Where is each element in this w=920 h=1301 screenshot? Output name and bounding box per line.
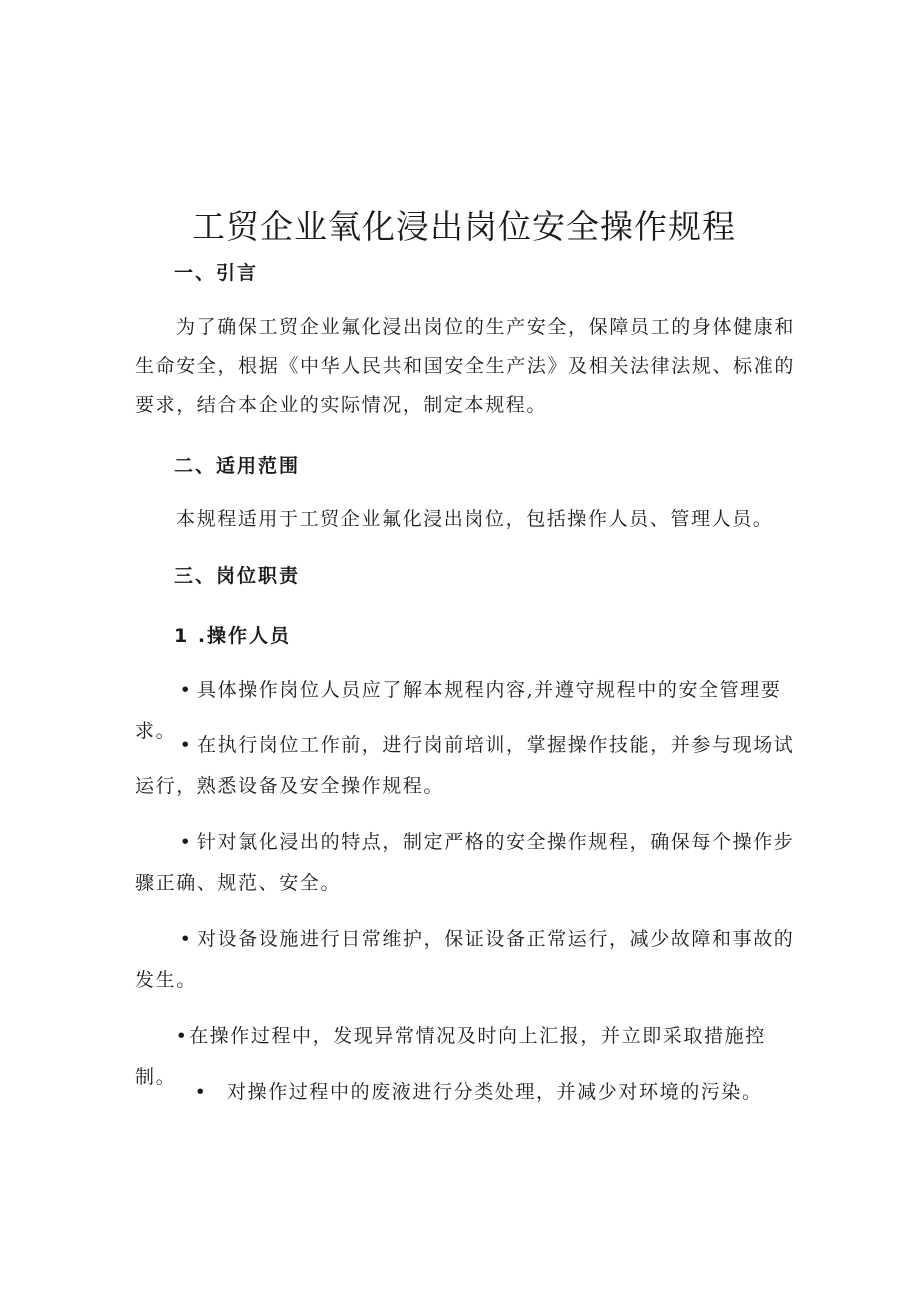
section-heading-scope: 二、适用范围 [174, 455, 301, 477]
section-heading-introduction: 一、引言 [174, 262, 259, 284]
list-item-text: 对设备设施进行日常维护，保证设备正常运行，减少故障和事故的发生。 [135, 928, 795, 991]
subheading-operators: 1 .操作人员 [174, 625, 292, 647]
document-title: 工贸企业氧化浸出岗位安全操作规程 [192, 207, 736, 246]
section-heading-responsibilities: 三、岗位职责 [174, 565, 301, 587]
scope-paragraph: 本规程适用于工贸企业氟化浸出岗位，包括操作人员、管理人员。 [176, 508, 774, 530]
list-item [135, 725, 795, 807]
list-item-text: 在操作过程中，发现异常情况及时向上汇报，并立即采取措施控制。 [135, 1025, 766, 1088]
bullet-icon: • [194, 1081, 208, 1103]
list-item-text: 具体操作岗位人员应了解本规程内容,并遵守规程中的安全管理要求。 [135, 679, 782, 742]
list-item-text: 在执行岗位工作前，进行岗前培训，掌握操作技能，并参与现场试运行，熟悉设备及安全操作规程。 [135, 734, 795, 797]
bullet-icon: • [175, 1025, 189, 1047]
bullet-icon: • [179, 831, 193, 853]
list-item-text: 对操作过程中的废液进行分类处理，并减少对环境的污染。 [227, 1081, 763, 1103]
bullet-icon: • [179, 679, 193, 701]
list-item [135, 919, 795, 1001]
list-item [135, 1072, 795, 1113]
bullet-icon: • [179, 734, 193, 756]
introduction-paragraph: 为了确保工贸企业氟化浸出岗位的生产安全，保障员工的身体健康和生命安全，根据《中华人民共和国安全生产法》及相关法律法规、标准的要求，结合本企业的实际情况，制定本规程。 [135, 316, 795, 416]
list-item [135, 822, 795, 904]
list-item-text: 针对氯化浸出的特点，制定严格的安全操作规程，确保每个操作步骤正确、规范、安全。 [135, 831, 795, 894]
bullet-icon: • [179, 928, 193, 950]
